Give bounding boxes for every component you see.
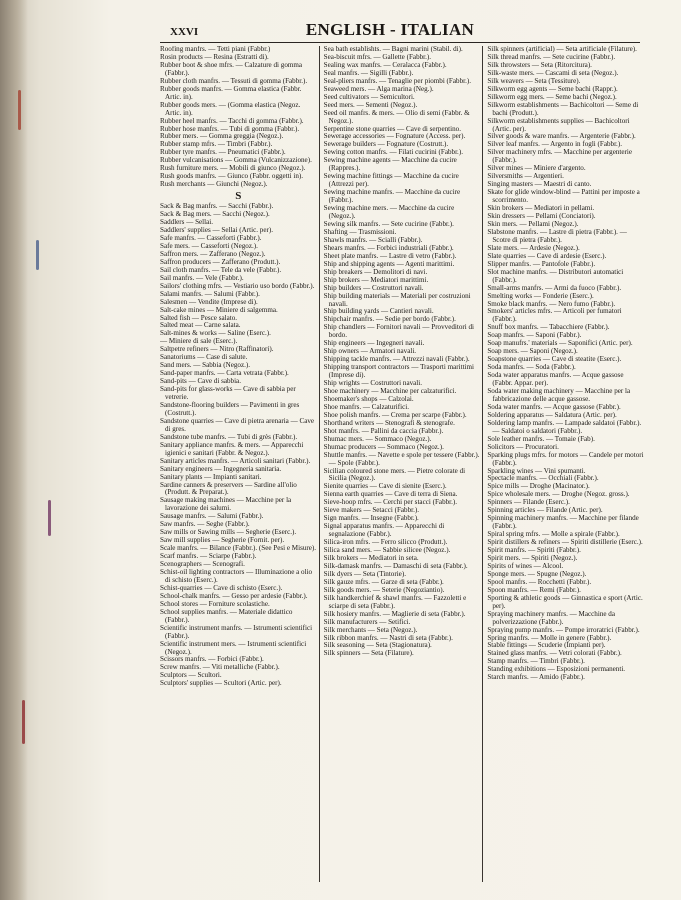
dictionary-entry: Snuff box manfrs. — Tabacchiere (Fabbr.). [487, 323, 610, 332]
dictionary-entry: Signal apparatus manfrs. — Apparecchi di segnalazione (Fabbr.). [323, 522, 445, 539]
book-binding-edge [0, 0, 28, 900]
dictionary-entry: Sardine canners & preservers — Sardine all'olio (Produtt. & Preparat.). [160, 480, 297, 497]
dictionary-entry: Rush goods manfrs. — Giunco (Fabbr. oggetti in). [160, 172, 304, 181]
dictionary-entry: School supplies manfrs. — Materiale didattico (Fabbr.). [160, 607, 293, 624]
dictionary-entry: Silk spinners (artificial) — Seta artificiale (Filature). [487, 46, 637, 53]
dictionary-entry: Saw mills or Sawing mills — Segherie (Eserc.). [160, 528, 297, 537]
dictionary-entry: Salt-cake mines — Miniere di salgemma. [160, 305, 278, 314]
dictionary-entry: Sausage manfrs. — Salumi (Fabbr.). [160, 512, 264, 521]
dictionary-entry: Seed mers. — Sementi (Negoz.). [323, 100, 418, 109]
dictionary-entry: Schist-quarries — Cave di schisto (Eserc.). [160, 583, 283, 592]
dictionary-entry: Silkworm establishments — Bachicoltori — Seme di bachi (Produtt.). [487, 100, 639, 117]
dictionary-entry: Rubber goods mers. — (Gomma elastica (Negoz. Artic. in). [160, 100, 301, 117]
dictionary-entry: Shoe polish manfrs. — Crema per scarpe (Fabbr.). [323, 410, 467, 419]
dictionary-entry: Rubber heel manfrs. — Tacchi di gomma (Fabbr.). [160, 116, 304, 125]
dictionary-entry: Sicilian coloured stone mers. — Pietre colorate di Sicilia (Negoz.). [323, 466, 466, 483]
dictionary-entry: Small-arms manfrs. — Armi da fuoco (Fabbr.). [487, 283, 622, 292]
dictionary-entry: Sand-pits — Cave di sabbia. [160, 377, 241, 386]
dictionary-entry: Silk seasoning — Seta (Stagionatura). [323, 641, 432, 650]
dictionary-entry: Sculptors — Scultori. [160, 671, 222, 680]
dictionary-entry: Sack & Bag manfrs. — Sacchi (Fabbr.). [160, 202, 274, 211]
dictionary-entry: Sienite quarries — Cave di sienite (Eserc.). [323, 482, 447, 491]
dictionary-entry: Silk merchants — Seta (Negoz.). [323, 625, 418, 634]
dictionary-entry: Sewing machine manfrs. — Macchine da cucire (Fabbr.). [323, 188, 461, 205]
dictionary-entry: Salami manfrs. — Salumi (Fabbr.). [160, 289, 260, 298]
binding-stain [36, 240, 39, 270]
dictionary-entry: Schist-oil lighting contractors — Illuminazione a olio di schisto (Eserc.). [160, 568, 313, 584]
dictionary-entry: Soap manufrs.' materials — Saponifici (Artic. per). [487, 339, 633, 348]
dictionary-entry: Sanitary articles manfrs. — Articoli sanitari (Fabbr.). [160, 456, 311, 465]
dictionary-entry: Sailors' clothing mfrs. — Vestiario uso bordo (Fabbr.). [160, 281, 315, 290]
dictionary-entry: Salesmen — Vendite (Imprese di). [160, 297, 258, 306]
dictionary-entry: Shuttle manfrs. — Navette e spole per tessere (Fabbr.). — Spole (Fabbr.). [323, 450, 480, 467]
dictionary-entry: Shipping tackle manfrs. — Attrezzi navali (Fabbr.). [323, 355, 470, 364]
dictionary-entry: Rubber hose manfrs. — Tubi di gomma (Fabbr.). [160, 124, 300, 133]
dictionary-entry: Safe mers. — Casseforti (Negoz.). [160, 241, 258, 250]
dictionary-entry: Spool manfrs. — Rocchetti (Fabbr.). [487, 577, 592, 586]
dictionary-entry: Sand-pits for glass-works — Cave di sabbia per vetrerie. [160, 385, 296, 402]
binding-stain [48, 500, 51, 536]
dictionary-entry: Silkworm establishments supplies — Bachicoltori (Artic. per). [487, 116, 630, 133]
dictionary-entry: Safe manfrs. — Casseforti (Fabbr.). [160, 233, 262, 242]
dictionary-entry: Rubber stamp mfrs. — Timbri (Fabbr.). [160, 140, 273, 149]
dictionary-entry: Shorthand writers — Stenografi & stenografe. [323, 418, 455, 427]
dictionary-entry: Slate mers. — Ardesie (Negoz.). [487, 243, 580, 252]
dictionary-entry: Saddlers — Sellai. [160, 218, 213, 227]
dictionary-entry: Spice mills — Droghe (Macinator.). [487, 482, 590, 491]
dictionary-entry: Spirit mers. — Spiriti (Negoz.). [487, 554, 578, 562]
dictionary-entry: Serpentine stone quarries — Cave di serpentino. [323, 124, 461, 133]
dictionary-entry: Shipping transport contractors — Trasporti marittimi (Imprese di). [323, 363, 475, 380]
dictionary-entry: Sewerage builders — Fognature (Costrutt.). [323, 140, 449, 149]
dictionary-entry: Spraying pump manfrs. — Pompe irroratrici (Fabbr.). [487, 625, 640, 634]
dictionary-entry: Sausage making machines — Macchine per la lavorazione dei salumi. [160, 496, 292, 513]
dictionary-entry: Rush merchants — Giunchi (Negoz.). [160, 180, 268, 189]
dictionary-entry: Sporting & athletic goods — Ginnastica e sport (Artic. per). [487, 593, 643, 610]
dictionary-entry: Salt-mines & works — Saline (Eserc.). [160, 329, 271, 338]
dictionary-entry: Rubber vulcanisations — Gomma (Vulcanizzazione). [160, 156, 312, 165]
binding-stain [22, 700, 25, 744]
dictionary-entry: Starch manfrs. — Amido (Fabbr.). [487, 673, 585, 682]
dictionary-entry: Soapstone quarries — Cave di steatite (Eserc.). [487, 355, 622, 364]
dictionary-entry: Ship breakers — Demolitori di navi. [323, 267, 428, 276]
dictionary-entry: Scientific instrument manfrs. — Istrumenti scientifici (Fabbr.). [160, 623, 313, 640]
dictionary-entry: Silk-waste mers. — Cascami di seta (Negoz.). [487, 68, 619, 77]
dictionary-entry: Silk weavers — Seta (Tessiture). [487, 76, 581, 85]
dictionary-entry: Silica-iron mfrs. — Ferro silicco (Produtt.). [323, 538, 448, 547]
dictionary-entry: Soda water making machinery — Macchine per la fabbricazione delle acque gassose. [487, 386, 631, 403]
dictionary-entry: Silkworm egg agents — Seme bachi (Rappr.). [487, 84, 618, 93]
dictionary-entry: Skin brokers — Mediatori in pellami. [487, 204, 595, 213]
dictionary-entry: Shumac producers — Sommaco (Negoz.). [323, 442, 444, 451]
dictionary-entry: Stained glass manfrs. — Vetri colorati (Fabbr.). [487, 649, 622, 658]
dictionary-entry: Sewerage accessories — Fognature (Access. per). [323, 132, 466, 141]
dictionary-entry: Scenographers — Scenografi. [160, 560, 245, 569]
column-1 [160, 46, 320, 882]
dictionary-entry: Sparkling wines — Vini spumanti. [487, 466, 586, 475]
dictionary-entry: Sack & Bag mers. — Sacchi (Negoz.). [160, 210, 270, 219]
dictionary-entry: School-chalk manfrs. — Gesso per ardesie (Fabbr.). [160, 591, 308, 600]
section-letter: S [235, 190, 242, 203]
dictionary-entry: Silver mines — Miniere d'argento. [487, 164, 586, 173]
dictionary-entry: Silkworm egg mers. — Seme bachi (Negoz.). [487, 92, 617, 101]
dictionary-entry: Seaweed mers. — Alga marina (Neg.). [323, 84, 434, 93]
dictionary-entry: Shears manfrs. — Forbici industriali (Fabbr.). [323, 243, 454, 252]
dictionary-entry: Screw manfrs. — Viti metalliche (Fabbr.). [160, 663, 280, 672]
entry-columns [160, 46, 646, 882]
dictionary-entry: Ship wrights — Costruttori navali. [323, 379, 422, 388]
dictionary-entry: Saltpetre refiners — Nitro (Raffinatori). [160, 345, 274, 354]
dictionary-entry: Smokers' articles mfrs. — Articoli per fumatori (Fabbr.). [487, 307, 622, 324]
dictionary-entry: Soldering apparatus — Saldatura (Artic. per). [487, 410, 617, 419]
dictionary-entry: Ship builders — Costruttori navali. [323, 283, 424, 292]
dictionary-entry: Sewing machine fittings — Macchine da cucire (Attrezzi per). [323, 172, 459, 189]
dictionary-entry: Seed cultivators — Semicultori. [323, 92, 415, 101]
page-number: XXVI [170, 26, 199, 38]
dictionary-entry: Stamp manfrs. — Timbri (Fabbr.). [487, 657, 585, 666]
header-rule [160, 42, 640, 43]
dictionary-entry: Smelting works — Fonderie (Eserc.). [487, 291, 594, 300]
dictionary-entry: Sea bath establishts. — Bagni marini (Stabil. di). [323, 46, 463, 53]
page-header [120, 18, 660, 42]
dictionary-entry: Silk goods mers. — Seterie (Negoziantio). [323, 585, 445, 594]
dictionary-entry: Sanitary engineers — Ingegneria sanitaria. [160, 464, 282, 473]
dictionary-entry: Saffron producers — Zafferano (Produtt.). [160, 257, 281, 266]
column-3 [487, 46, 646, 882]
dictionary-entry: Sewing machine agents — Macchine da cucire (Rappres.). [323, 156, 457, 173]
dictionary-entry: Silk manufacturers — Setifici. [323, 617, 411, 626]
dictionary-entry: Silver machinery mfrs. — Macchine per argenterie (Fabbr.). [487, 148, 632, 165]
dictionary-entry: Sparking plugs mfrs. for motors — Candele per motori (Fabbr.). [487, 450, 644, 467]
dictionary-entry: Spirit manfrs. — Spiriti (Fabbr.). [487, 546, 581, 555]
dictionary-entry: Soldering lamp manfrs. — Lampade saldatoi (Fabbr.). — Saldatoi o saldatori (Fabbr.). [487, 418, 642, 435]
dictionary-entry: Rubber mers. — Gomma greggia (Negoz.). [160, 132, 284, 141]
dictionary-entry: Roofing manfrs. — Tetti piani (Fabbr.) [160, 46, 271, 53]
dictionary-entry: Skin mers. — Pellami (Negoz.). [487, 219, 579, 228]
dictionary-entry: Soda water apparatus manfrs. — Acque gassose (Fabbr. Appar. per). [487, 371, 624, 388]
dictionary-entry: Slabstone manfrs. — Lastre di pietra (Fabbr.). — Scotre di pietra (Fabbr.). [487, 227, 627, 244]
dictionary-entry: Soda water manfrs. — Acque gassose (Fabbr.). [487, 402, 621, 411]
dictionary-entry: Silk dyers — Seta (Tintorie). [323, 569, 406, 578]
dictionary-entry: Spring manfrs. — Molle in genere (Fabbr.). [487, 633, 612, 642]
dictionary-entry: Ship chandlers — Fornitori navali — Provveditori di bordo. [323, 323, 475, 340]
dictionary-entry: Sail manfrs. — Vele (Fabbr.). [160, 273, 244, 282]
dictionary-entry: Soda manfrs. — Soda (Fabbr.). [487, 363, 576, 372]
dictionary-entry: Scissors manfrs. — Forbici (Fabbr.). [160, 655, 264, 664]
dictionary-entry: Salted meat — Carne salata. [160, 321, 241, 330]
dictionary-entry: Slot machine manfrs. — Distributori automatici (Fabbr.). [487, 267, 624, 284]
dictionary-entry: Sanitary appliance manfrs. & mers. — Apparecchi igienici e sanitari (Fabbr. & Negoz.). [160, 440, 304, 457]
dictionary-entry: Solicitors — Procuratori. [487, 442, 559, 451]
dictionary-entry: Silversmiths — Argentieri. [487, 172, 564, 181]
dictionary-entry: Shot manfrs. — Pallini da caccia (Fabbr.). [323, 426, 444, 435]
dictionary-entry: Silk gauze mfrs. — Garze di seta (Fabbr.). [323, 577, 444, 586]
page-title: ENGLISH - ITALIAN [305, 20, 475, 39]
dictionary-entry: Rubber cloth manfrs. — Tessuti di gomma (Fabbr.). [160, 76, 308, 85]
dictionary-entry: Rubber goods manfrs. — Gomma elastica (Fabbr. Artic. in). [160, 84, 302, 101]
dictionary-entry: Seal manfrs. — Sigilli (Fabbr.). [323, 68, 414, 77]
dictionary-entry: Shoe manfrs. — Calzaturifici. [323, 402, 409, 411]
dictionary-entry: Spoon manfrs. — Remi (Fabbr.). [487, 585, 581, 594]
dictionary-entry: Ship engineers — Ingegneri navali. [323, 339, 425, 348]
dictionary-entry: Rush furniture mers. — Mobili di giunco (Negoz.). [160, 164, 306, 173]
dictionary-entry: Sewing silk manfrs. — Sete cucirine (Fabbr.). [323, 219, 454, 228]
dictionary-entry: Sandstone quarries — Cave di pietra arenaria — Cave di gres. [160, 416, 315, 433]
dictionary-entry: Silica sand mers. — Sabbie silicee (Negoz.). [323, 546, 451, 555]
dictionary-entry: Saffron mers. — Zafferano (Negoz.). [160, 249, 266, 258]
dictionary-entry: Scientific instrument mers. — Istrumenti scientifici (Negoz.). [160, 639, 307, 656]
dictionary-entry: Smoke black manfrs. — Nero fumo (Fabbr.). [487, 299, 616, 308]
dictionary-entry: Sculptors' supplies — Scultori (Artic. per). [160, 679, 282, 688]
binding-stain [18, 90, 21, 130]
dictionary-entry: Saw mill supplies — Segherie (Fornit. per). [160, 536, 285, 545]
dictionary-entry: Silver goods & ware manfrs. — Argenterie (Fabbr.). [487, 132, 636, 141]
dictionary-entry: Seal-pliers manfrs. — Tenaglie per piombi (Fabbr.). [323, 76, 471, 85]
dictionary-entry: Slipper manfrs. — Pantofole (Fabbr.). [487, 259, 596, 268]
dictionary-entry: Sheet plate manfrs. — Lastre di vetro (Fabbr.). [323, 251, 457, 260]
dictionary-entry: Sign manfrs. — Insegne (Fabbr.). [323, 514, 419, 523]
dictionary-entry: Sand mers. — Sabbia (Negoz.). [160, 361, 251, 370]
dictionary-entry: Scale manfrs. — Bilance (Fabbr.). (See Pesi e Misure). [160, 544, 317, 553]
dictionary-entry: Sewing machine mers. — Macchine da cucire (Negoz.). [323, 204, 455, 221]
dictionary-entry: Sanitary plants — Impianti sanitari. [160, 472, 262, 481]
dictionary-entry: Sewing cotton manfrs. — Filati cucirini (Fabbr.). [323, 148, 463, 157]
dictionary-entry: Silk hosiery manfrs. — Maglierie di seta (Fabbr.). [323, 609, 466, 618]
dictionary-entry: Shumac mers. — Sommaco (Negoz.). [323, 434, 432, 443]
dictionary-entry: Silk-damask manfrs. — Damaschi di seta (Fabbr.). [323, 561, 468, 570]
dictionary-entry: Rubber boot & shoe mfrs. — Calzature di gomma (Fabbr.). [160, 60, 303, 77]
dictionary-entry: Silk spinners — Seta (Filature). [323, 649, 414, 658]
dictionary-entry: Spectacle manfrs. — Occhiali (Fabbr.). [487, 474, 599, 483]
dictionary-entry: Rosin products — Resina (Estratti di). [160, 52, 269, 61]
dictionary-entry: Seed oil manfrs. & mers. — Olio di semi (Fabbr. & Negoz.). [323, 108, 470, 125]
dictionary-entry: Shipchair manfrs. — Sedie per bordo (Fabbr.). [323, 315, 456, 324]
dictionary-entry: Skin dressers — Pellami (Conciatori). [487, 212, 596, 221]
dictionary-entry: Spiral spring mfrs. — Molle a spirale (Fabbr.). [487, 530, 620, 539]
dictionary-entry: Skate for glide window-blind — Pattini per imposte a scorrimento. [487, 188, 640, 205]
dictionary-entry: Silk brokers — Mediatori in seta. [323, 554, 419, 562]
dictionary-entry: Silk ribbon manfrs. — Nastri di seta (Fabbr.). [323, 633, 453, 642]
dictionary-entry: Stable fittings — Scuderie (Impianti per). [487, 641, 606, 650]
dictionary-entry: Salted fish — Pesce salato. [160, 313, 238, 322]
dictionary-entry: Saw manfrs. — Seghe (Fabbr.). [160, 520, 250, 529]
dictionary-entry: Sea-biscuit mfrs. — Gallette (Fabbr.). [323, 52, 432, 61]
dictionary-entry: Sandstone-flooring builders — Pavimenti in gres (Costrutt.). [160, 400, 300, 417]
dictionary-entry: Ship brokers — Mediatori marittimi. [323, 275, 429, 284]
dictionary-entry: Silk handkerchief & shawl manfrs. — Fazzoletti e sciarpe di seta (Fabbr.). [323, 593, 467, 610]
dictionary-entry: Standing exhibitions — Esposizioni permanenti. [487, 665, 626, 674]
dictionary-entry: Soap mers. — Saponi (Negoz.). [487, 347, 578, 356]
dictionary-entry: Ship building materials — Materiali per costruzioni navali. [323, 291, 471, 308]
dictionary-entry: Ship owners — Armatori navali. [323, 347, 417, 356]
dictionary-entry: Silver leaf manfrs. — Argento in fogli (Fabbr.). [487, 140, 622, 149]
dictionary-entry: Sole leather manfrs. — Tomaie (Fab). [487, 434, 595, 443]
dictionary-entry: Shafting — Trasmissioni. [323, 227, 397, 236]
dictionary-entry: Spirit distillers & refiners — Spiriti distillerie (Eserc.). [487, 538, 643, 547]
dictionary-entry: Silk throwsters — Seta (Ritorcitura). [487, 60, 592, 69]
dictionary-entry: Ship and shipping agents — Agenti marittimi. [323, 259, 455, 268]
dictionary-entry: Scarf manfrs. — Sciarpe (Fabbr.). [160, 552, 257, 561]
dictionary-entry: Spice wholesale mers. — Droghe (Negoz. gross.). [487, 490, 630, 499]
dictionary-entry: Shoe machinery — Macchine per calzaturifici. [323, 386, 457, 395]
dictionary-entry: Sail cloth manfrs. — Tele da vele (Fabbr.). [160, 265, 282, 274]
dictionary-entry: Spinning articles — Filande (Artic. per). [487, 506, 603, 515]
dictionary-entry: Shawls manfrs. — Scialli (Fabbr.). [323, 235, 423, 244]
dictionary-entry: Sanatoriums — Case di salute. [160, 353, 248, 362]
dictionary-entry: Saddlers' supplies — Sellai (Artic. per). [160, 226, 273, 235]
dictionary-entry: Slate quarries — Cave di ardesie (Eserc.). [487, 251, 607, 260]
dictionary-entry: Rubber tyre manfrs. — Pneumatici (Fabbr.). [160, 148, 286, 157]
dictionary-entry: Spinning machinery manfrs. — Macchine per filande (Fabbr.). [487, 514, 639, 531]
dictionary-entry: Sealing wax manfrs. — Ceralacca (Fabbr.). [323, 60, 447, 69]
dictionary-entry: Spraying machinery manfrs. — Macchine da polverizzazione (Fabbr.). [487, 609, 615, 626]
column-2 [324, 46, 484, 882]
dictionary-entry: Sponge mers. — Spugne (Negoz.). [487, 569, 587, 578]
dictionary-entry: Shoemaker's shops — Calzolai. [323, 394, 414, 403]
dictionary-entry: Silk thread manfrs. — Sete cucirine (Fabbr.). [487, 52, 616, 61]
dictionary-entry: Ship building yards — Cantieri navali. [323, 307, 434, 316]
dictionary-entry: — Miniere di sale (Eserc.). [160, 337, 238, 346]
dictionary-entry: Sienna earth quarries — Cave di terra di Siena. [323, 490, 458, 499]
dictionary-entry: Sandstone tube manfrs. — Tubi di grès (Fabbr.). [160, 432, 298, 441]
dictionary-entry: Soap manfrs. — Saponi (Fabbr.). [487, 331, 582, 340]
dictionary-entry: Sand-paper manfrs. — Carta vetrata (Fabbr.). [160, 369, 289, 378]
dictionary-entry: School stores — Forniture scolastiche. [160, 599, 270, 608]
dictionary-entry: Spirits of wines — Alcool. [487, 561, 564, 570]
dictionary-entry: Sieve-hoop mfrs. — Cerchi per stacci (Fabbr.). [323, 498, 458, 507]
dictionary-entry: Sieve makers — Setacci (Fabbr.). [323, 506, 420, 515]
dictionary-entry: Singing masters — Maestri di canto. [487, 180, 592, 189]
dictionary-entry: Spinners — Filande (Eserc.). [487, 498, 570, 507]
